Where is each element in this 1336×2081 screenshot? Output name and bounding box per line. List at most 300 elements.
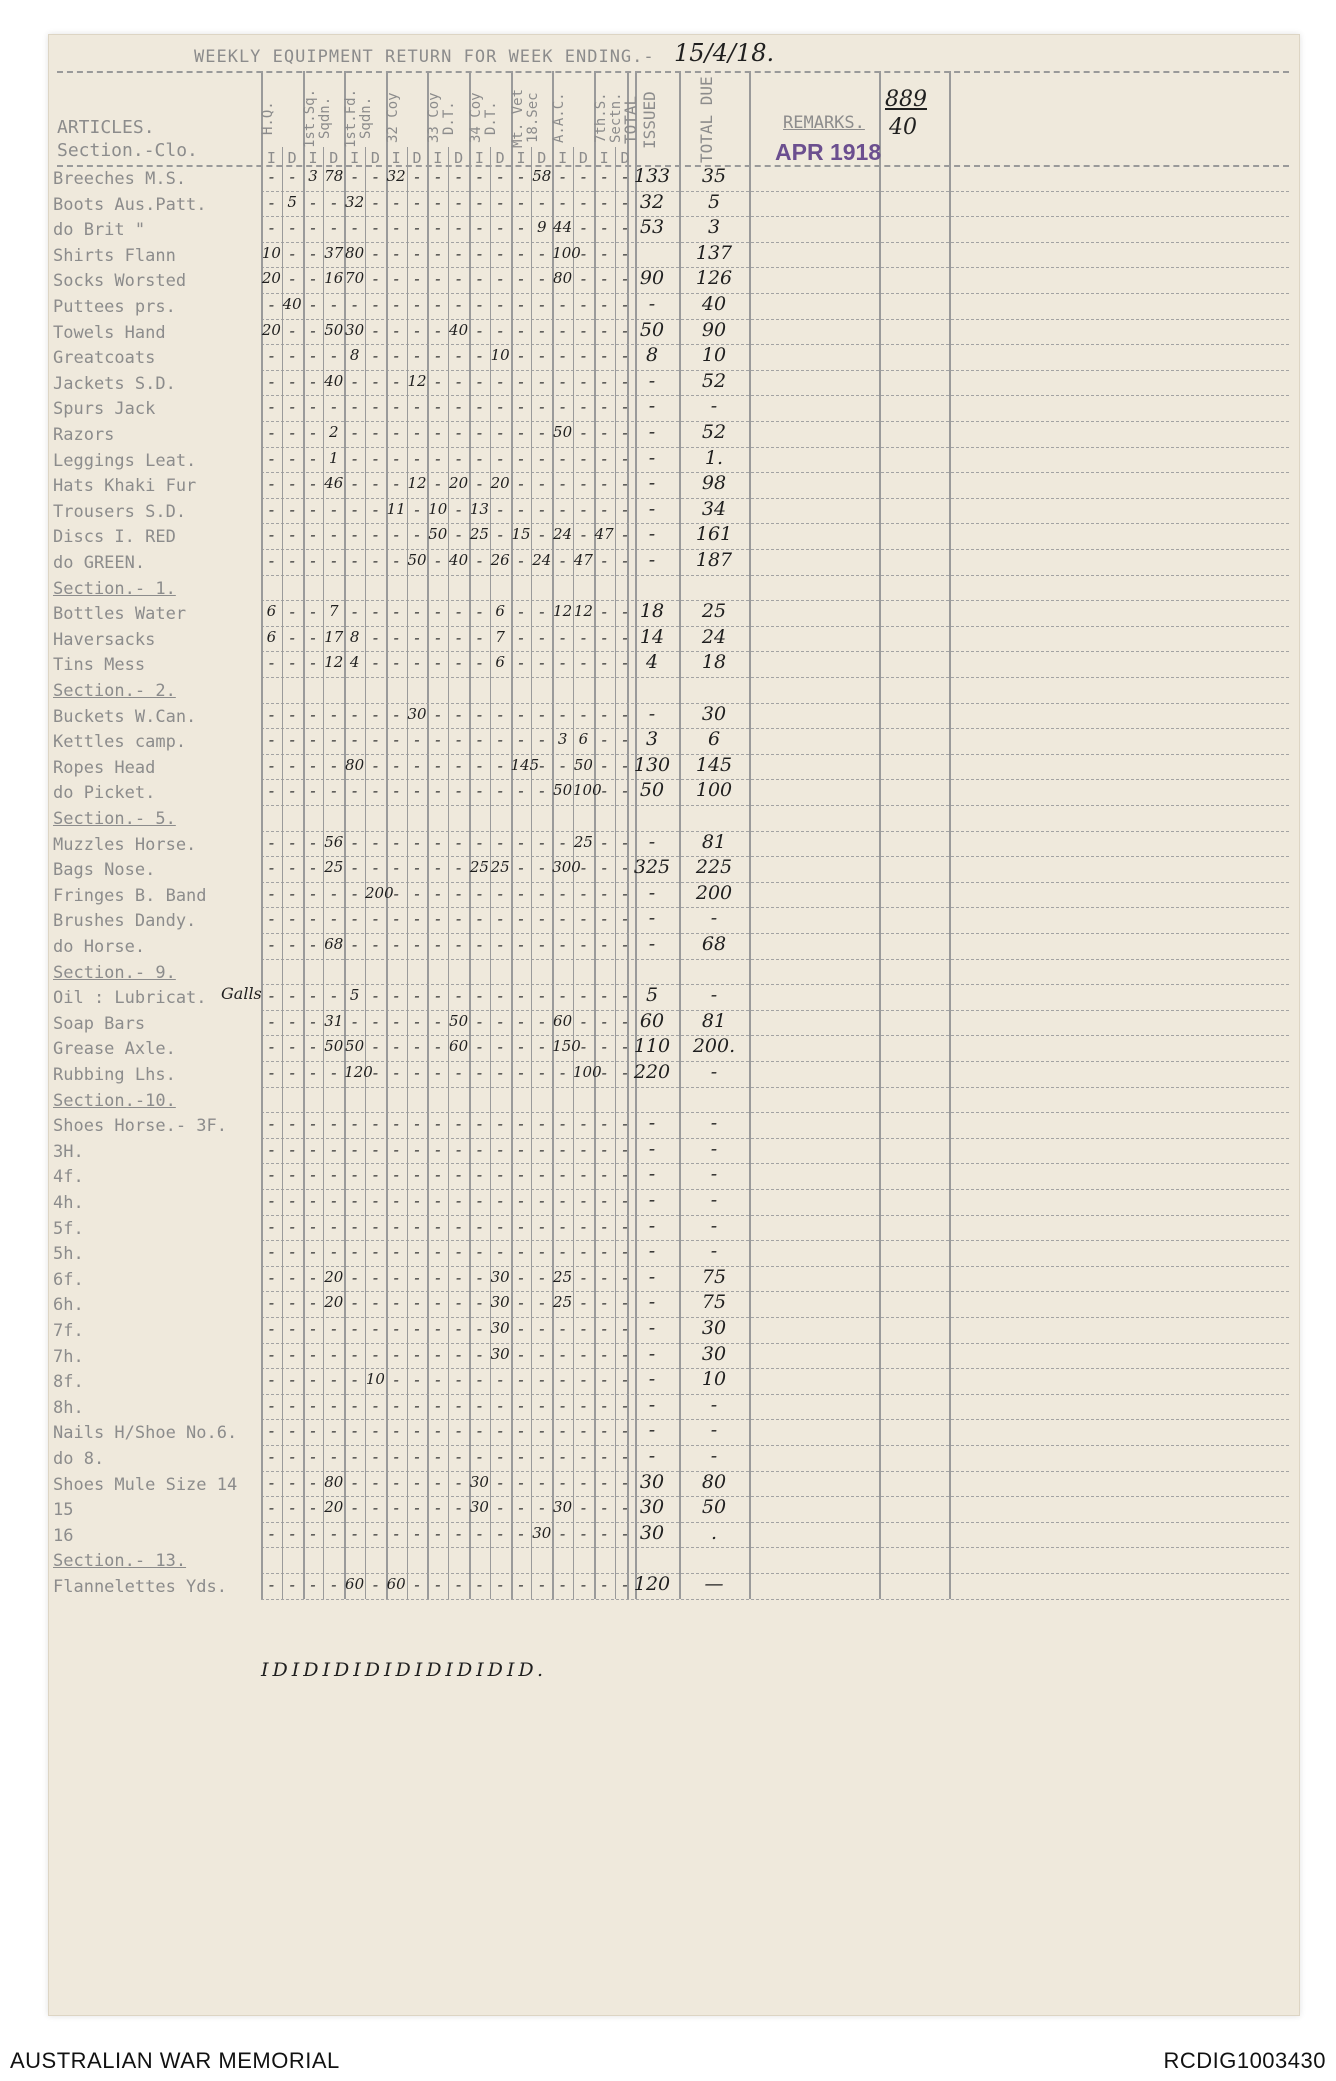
table-cell: 24 <box>532 551 552 569</box>
table-cell: - <box>414 909 420 929</box>
row-label: 7h. <box>53 1346 84 1367</box>
table-cell: - <box>455 346 462 366</box>
table-cell: - <box>580 1114 587 1134</box>
table-cell: - <box>414 602 420 622</box>
table-cell: - <box>435 167 441 186</box>
table-cell: - <box>518 1575 524 1594</box>
total-due-cell: - <box>710 395 718 418</box>
table-cell: - <box>289 1447 295 1466</box>
table-cell: - <box>310 1216 316 1236</box>
table-cell: 60 <box>386 1575 406 1593</box>
table-cell: - <box>601 499 607 519</box>
table-cell: - <box>372 986 379 1006</box>
table-cell: - <box>476 1216 483 1236</box>
table-cell: 50 <box>324 320 344 339</box>
total-issued-cell: 133 <box>633 165 671 187</box>
table-cell: 5 <box>349 986 360 1005</box>
table-cell: - <box>435 1216 441 1236</box>
table-cell: - <box>414 1242 420 1262</box>
table-cell: 80 <box>324 1472 344 1491</box>
table-cell: - <box>559 1575 566 1594</box>
table-cell: - <box>455 1293 462 1313</box>
table-cell: - <box>310 1523 316 1543</box>
table-cell: - <box>622 243 628 263</box>
table-cell: - <box>435 883 441 903</box>
table-cell: - <box>455 935 462 954</box>
table-cell: - <box>435 1011 441 1031</box>
total-due-cell: 145 <box>695 753 733 776</box>
table-cell: - <box>622 295 628 314</box>
row-label: 3H. <box>53 1141 84 1162</box>
table-cell: 6 <box>495 602 505 621</box>
table-cell: - <box>455 1498 462 1518</box>
table-cell: - <box>435 730 441 750</box>
table-cell: - <box>559 755 566 775</box>
table-cell: - <box>539 525 545 545</box>
table-cell: - <box>622 474 628 494</box>
table-cell: 50 <box>324 1037 344 1056</box>
table-cell: - <box>476 1191 483 1210</box>
table-cell: - <box>539 832 545 852</box>
table-cell: - <box>289 1344 295 1364</box>
total-due-cell: 35 <box>701 165 727 187</box>
table-cell: - <box>559 1523 566 1543</box>
table-cell: - <box>580 499 587 519</box>
table-cell: - <box>518 1191 524 1210</box>
table-cell: 12 <box>573 602 593 621</box>
table-cell: - <box>351 295 358 314</box>
total-issued-cell: 50 <box>639 318 665 341</box>
table-cell: - <box>601 858 607 878</box>
total-due-cell: - <box>710 1445 718 1467</box>
table-cell: - <box>289 448 295 468</box>
table-cell: - <box>414 1165 420 1185</box>
table-cell: - <box>268 218 275 238</box>
table-cell: - <box>393 346 399 366</box>
table-cell: 3 <box>308 167 318 185</box>
table-cell: - <box>414 192 420 212</box>
table-cell: - <box>372 167 379 186</box>
total-due-cell: 81 <box>701 1009 727 1032</box>
table-cell: - <box>497 525 503 545</box>
table-cell: - <box>476 832 483 852</box>
id-subheader-cell: D <box>287 149 297 167</box>
table-cell: - <box>476 1037 483 1057</box>
table-cell: - <box>372 730 379 750</box>
table-cell: - <box>393 1472 399 1492</box>
table-cell: - <box>331 1421 337 1441</box>
table-cell: - <box>310 423 316 442</box>
table-cell: - <box>435 1139 441 1159</box>
row-label: 5f. <box>53 1218 84 1239</box>
table-cell: - <box>435 218 441 238</box>
table-cell: - <box>372 1293 379 1313</box>
table-cell: 11 <box>386 499 406 518</box>
table-cell: - <box>601 1216 607 1236</box>
table-cell: - <box>476 781 483 801</box>
row-label: Shoes Horse.- 3F. <box>53 1116 227 1137</box>
table-cell: - <box>580 1498 587 1518</box>
table-cell: 20 <box>261 269 281 288</box>
table-cell: - <box>310 1242 316 1262</box>
table-cell: - <box>559 1216 566 1236</box>
table-cell: - <box>476 1063 483 1082</box>
table-cell: - <box>372 423 379 442</box>
table-cell: - <box>559 1191 566 1210</box>
table-cell: - <box>601 1011 607 1031</box>
table-cell: - <box>393 218 399 238</box>
table-cell: - <box>372 858 379 878</box>
table-cell: - <box>372 192 379 212</box>
total-due-cell: 187 <box>695 549 733 571</box>
table-cell: - <box>539 653 545 673</box>
total-due-cell: 81 <box>701 830 727 853</box>
total-due-cell: 10 <box>701 344 727 367</box>
table-cell: - <box>310 730 316 750</box>
table-cell: - <box>351 423 358 442</box>
table-cell: - <box>310 1011 316 1031</box>
table-cell: - <box>601 832 607 852</box>
table-cell: - <box>435 1165 441 1185</box>
row-label: Spurs Jack <box>53 399 156 420</box>
table-cell: - <box>289 1498 295 1518</box>
table-cell: - <box>580 448 587 468</box>
table-row <box>49 1240 1289 1266</box>
id-subheader-cell: D <box>454 149 464 167</box>
table-cell: - <box>559 1165 566 1185</box>
table-cell: - <box>518 346 524 366</box>
table-row <box>49 575 1289 601</box>
table-cell: - <box>497 935 503 954</box>
table-cell: - <box>372 346 379 366</box>
table-cell: - <box>351 909 358 929</box>
table-cell: - <box>310 1267 316 1287</box>
total-due-cell: 161 <box>695 523 733 546</box>
table-cell: - <box>497 1523 503 1543</box>
table-cell: 10 <box>490 346 510 365</box>
table-cell: - <box>414 1037 420 1057</box>
table-cell: - <box>580 1370 587 1390</box>
row-note: Galls <box>221 984 262 1004</box>
total-issued-cell: 4 <box>645 651 659 674</box>
table-cell: - <box>331 1242 337 1262</box>
table-cell: 30 <box>532 1523 552 1542</box>
table-cell: - <box>622 1447 628 1466</box>
table-cell: - <box>268 1216 275 1236</box>
table-cell: 300 <box>552 858 581 877</box>
archive-footer-right: RCDIG1003430 <box>1163 2048 1326 2073</box>
table-cell: - <box>393 1267 399 1287</box>
table-cell: - <box>310 1293 316 1313</box>
table-cell: - <box>268 1267 275 1287</box>
table-cell: - <box>268 1472 275 1492</box>
table-cell: - <box>268 883 275 903</box>
table-cell: - <box>559 935 566 954</box>
table-cell: - <box>601 1523 607 1543</box>
table-cell: - <box>372 1037 379 1057</box>
unit-header: 33 Coy D.T. <box>426 92 458 144</box>
table-cell: - <box>414 1472 420 1492</box>
total-issued-cell: - <box>648 1112 656 1135</box>
table-cell: - <box>268 781 275 801</box>
table-cell: - <box>518 1216 524 1236</box>
table-cell: - <box>435 1472 441 1492</box>
table-cell: - <box>539 1498 545 1518</box>
row-label: do GREEN. <box>53 553 146 573</box>
id-subheader-cell: D <box>495 149 505 167</box>
table-cell: - <box>435 1293 441 1313</box>
table-cell: - <box>393 1447 399 1466</box>
table-cell: - <box>435 755 441 775</box>
table-cell: - <box>435 474 441 494</box>
table-cell: - <box>393 986 399 1006</box>
table-cell: - <box>372 935 379 954</box>
table-row <box>49 1394 1289 1420</box>
table-cell: - <box>331 1165 337 1185</box>
table-cell: - <box>268 525 275 545</box>
table-cell: - <box>268 1319 275 1338</box>
table-cell: - <box>414 1293 420 1313</box>
table-cell: - <box>414 858 420 878</box>
table-cell: - <box>310 602 316 622</box>
table-cell: 16 <box>324 269 344 288</box>
table-cell: - <box>622 704 628 724</box>
table-cell: - <box>414 269 420 289</box>
table-cell: - <box>310 1165 316 1185</box>
id-subheader-cell: I <box>599 149 609 167</box>
table-cell: - <box>601 1370 607 1390</box>
table-cell: - <box>539 1191 545 1210</box>
table-cell: - <box>372 1267 379 1287</box>
table-cell: - <box>310 1498 316 1518</box>
row-label: Razors <box>53 425 115 445</box>
table-cell: 40 <box>282 295 302 313</box>
row-label: do Picket. <box>53 783 156 804</box>
total-due-cell: 3 <box>707 216 721 239</box>
table-cell: - <box>601 474 607 494</box>
table-cell: - <box>289 474 295 494</box>
table-cell: - <box>455 1395 462 1415</box>
table-cell: - <box>372 269 379 289</box>
table-cell: - <box>518 909 524 929</box>
row-label: Leggings Leat. <box>53 450 197 471</box>
table-row <box>49 933 1289 959</box>
total-issued-cell: 32 <box>639 190 665 213</box>
table-cell: - <box>435 1114 441 1134</box>
table-cell: - <box>601 448 607 468</box>
row-label: Hats Khaki Fur <box>53 476 197 497</box>
table-cell: - <box>393 295 399 314</box>
table-cell: - <box>268 858 275 878</box>
table-cell: - <box>393 1498 399 1518</box>
table-cell: - <box>601 218 607 238</box>
table-cell: - <box>289 397 295 417</box>
total-due-cell: 40 <box>701 293 727 315</box>
table-cell: - <box>289 1267 295 1287</box>
table-cell: - <box>289 935 295 954</box>
table-cell: - <box>393 1370 399 1390</box>
table-cell: - <box>476 371 483 391</box>
table-cell: - <box>559 346 566 366</box>
table-row <box>49 1496 1289 1522</box>
table-cell: - <box>414 1575 420 1594</box>
table-cell: - <box>289 1114 295 1134</box>
table-cell: - <box>622 1523 628 1543</box>
table-cell: - <box>622 320 628 340</box>
unit-header: 34 Coy D.T. <box>468 92 499 144</box>
table-cell: - <box>268 704 275 724</box>
table-cell: - <box>414 525 420 545</box>
table-cell: - <box>539 192 545 212</box>
table-cell: - <box>497 1370 503 1390</box>
table-cell: - <box>601 1242 607 1262</box>
table-cell: - <box>414 423 420 442</box>
total-issued-cell: - <box>648 830 656 853</box>
table-cell: 3 <box>557 730 568 749</box>
table-cell: - <box>559 1063 566 1082</box>
table-cell: - <box>414 1191 420 1210</box>
table-cell: - <box>414 243 420 263</box>
table-cell: - <box>351 1139 358 1159</box>
row-label: Jackets S.D. <box>53 373 176 394</box>
table-cell: - <box>518 1139 524 1159</box>
table-cell: - <box>435 423 441 442</box>
table-cell: - <box>455 1447 462 1466</box>
table-cell: - <box>497 295 503 314</box>
table-cell: - <box>414 1139 420 1159</box>
table-row <box>49 1291 1289 1317</box>
table-cell: - <box>476 1370 483 1390</box>
table-cell: - <box>497 704 503 724</box>
table-cell: - <box>268 1344 275 1364</box>
table-cell: - <box>518 320 524 340</box>
table-cell: - <box>393 883 399 903</box>
table-cell: - <box>351 602 358 622</box>
table-cell: - <box>414 1011 420 1031</box>
table-cell: - <box>351 397 358 417</box>
table-cell: 78 <box>324 167 344 185</box>
total-issued-header: TOTAL ISSUED <box>621 91 659 149</box>
table-cell: - <box>539 704 545 724</box>
table-cell: - <box>622 371 628 391</box>
table-cell: - <box>268 1421 275 1441</box>
table-cell: - <box>601 653 607 673</box>
table-cell: 68 <box>324 935 344 953</box>
table-cell: - <box>601 1114 607 1134</box>
table-cell: - <box>331 1523 337 1543</box>
table-cell: - <box>310 1319 316 1338</box>
table-cell: - <box>435 448 441 468</box>
table-cell: - <box>580 704 587 724</box>
table-cell: - <box>476 1319 483 1338</box>
table-cell: - <box>455 653 462 673</box>
table-cell: - <box>351 1216 358 1236</box>
table-cell: - <box>268 1447 275 1466</box>
table-cell: - <box>289 858 295 878</box>
table-cell: - <box>414 1498 420 1518</box>
table-cell: - <box>559 499 566 519</box>
total-due-cell: 100 <box>695 779 733 802</box>
id-subheader-cell: I <box>433 149 443 167</box>
table-cell: 1 <box>329 448 339 467</box>
table-cell: - <box>622 986 628 1006</box>
table-cell: - <box>518 1523 524 1543</box>
table-cell: - <box>435 1191 441 1210</box>
table-cell: - <box>310 755 316 775</box>
table-cell: 60 <box>345 1575 365 1593</box>
table-cell: - <box>580 1344 587 1364</box>
total-issued-cell: - <box>648 472 656 495</box>
table-cell: - <box>622 883 628 903</box>
table-cell: - <box>539 1344 545 1364</box>
table-row <box>49 319 1289 345</box>
table-cell: - <box>580 909 587 929</box>
table-cell: - <box>518 1395 524 1415</box>
table-cell: - <box>351 474 358 494</box>
table-cell: - <box>372 1216 379 1236</box>
table-cell: - <box>351 1498 358 1518</box>
table-cell: - <box>622 858 628 878</box>
total-due-cell: - <box>710 1214 718 1237</box>
table-cell: - <box>289 1165 295 1185</box>
table-cell: 8 <box>349 627 360 646</box>
total-issued-cell: - <box>648 1342 656 1365</box>
table-cell: - <box>289 1063 295 1082</box>
table-cell: - <box>580 883 587 903</box>
table-row <box>49 267 1289 293</box>
total-due-cell: 18 <box>701 651 727 674</box>
table-cell: - <box>455 909 462 929</box>
table-row <box>49 1445 1289 1471</box>
total-issued-cell: - <box>648 1214 656 1237</box>
table-cell: - <box>414 755 420 775</box>
table-cell: - <box>414 1370 420 1390</box>
table-cell: - <box>622 1191 628 1210</box>
table-cell: - <box>622 525 628 545</box>
table-cell: - <box>310 1370 316 1390</box>
table-cell: - <box>455 1139 462 1159</box>
table-cell: - <box>435 781 441 801</box>
table-cell: - <box>455 627 462 647</box>
table-cell: - <box>268 1139 275 1159</box>
table-cell: - <box>414 883 420 903</box>
table-cell: - <box>310 1114 316 1134</box>
table-cell: - <box>559 832 566 852</box>
table-cell: - <box>539 1063 545 1082</box>
table-cell: - <box>455 192 462 212</box>
table-cell: - <box>622 397 628 417</box>
table-cell: - <box>289 1011 295 1031</box>
table-cell: - <box>372 218 379 238</box>
table-cell: - <box>289 1472 295 1492</box>
total-issued-cell: - <box>648 702 656 725</box>
row-label: Greatcoats <box>53 348 156 369</box>
table-cell: - <box>310 781 316 801</box>
table-cell: - <box>372 909 379 929</box>
table-cell: - <box>476 1139 483 1159</box>
table-cell: - <box>601 627 607 647</box>
table-cell: - <box>268 192 275 212</box>
table-cell: - <box>622 627 628 647</box>
table-cell: 50 <box>345 1037 365 1056</box>
table-cell: - <box>455 832 462 852</box>
table-cell: - <box>435 1447 441 1466</box>
total-due-cell: - <box>710 1189 718 1211</box>
table-cell: - <box>601 243 607 263</box>
table-cell: 20 <box>261 320 281 339</box>
table-cell: - <box>310 346 316 366</box>
table-cell: - <box>476 218 483 238</box>
